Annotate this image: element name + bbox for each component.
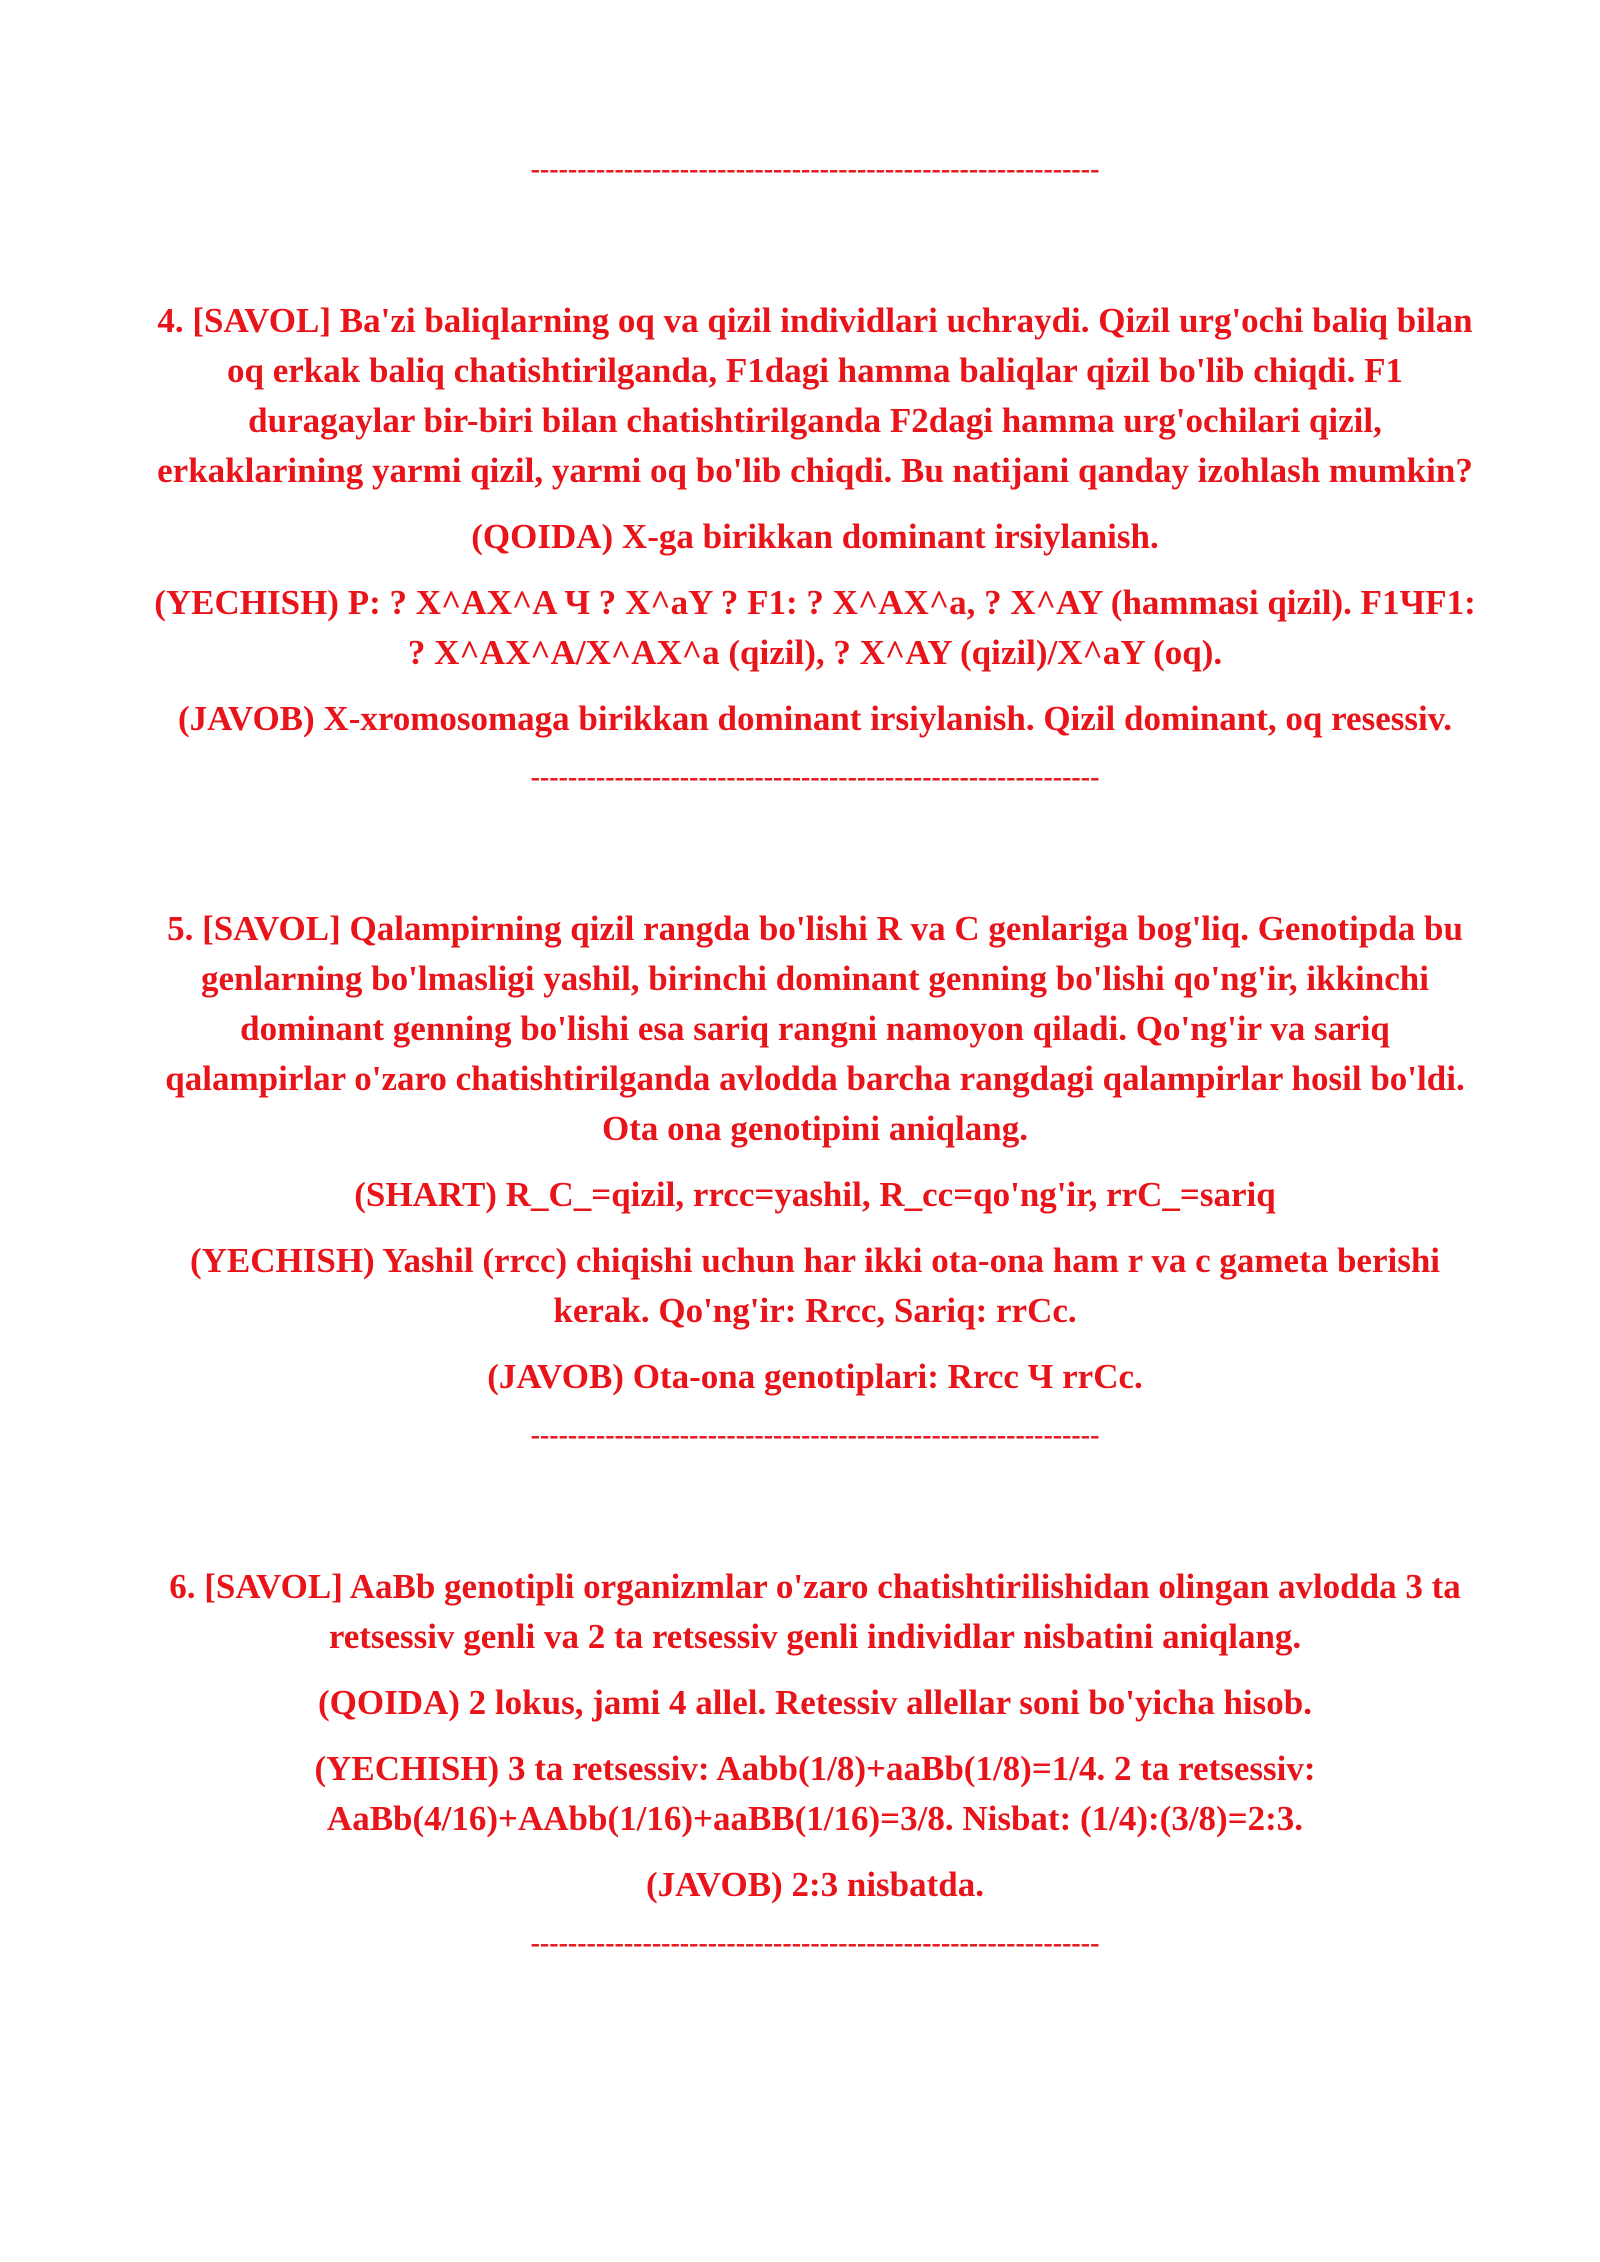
question-text: 6. [SAVOL] AaBb genotipli organizmlar o'zaro chatishtirilishidan olingan avlodda 3 ta retsessiv genli va 2 ta retsessiv genli individlar nisbatini aniqlang. (169, 1567, 1461, 1656)
section-divider: ------------------------------------------------------------- (530, 1928, 1100, 1959)
answer-text: (JAVOB) 2:3 nisbatda. (645, 1865, 985, 1904)
section-divider: ------------------------------------------------------------- (530, 154, 1100, 185)
question-block-6 (150, 1562, 1480, 1910)
solution-text: (YECHISH) Yashil (rrcc) chiqishi uchun har ikki ota-ona ham r va c gameta berishi kerak. Qo'ng'ir: Rrcc, Sariq: rrCc. (189, 1241, 1441, 1330)
rule-text: (QOIDA) 2 lokus, jami 4 allel. Retessiv allellar soni bo'yicha hisob. (318, 1683, 1312, 1722)
section-divider: ------------------------------------------------------------- (530, 1420, 1100, 1451)
question-block-5 (150, 904, 1480, 1402)
solution-text: (YECHISH) 3 ta retsessiv: Aabb(1/8)+aaBb(1/8)=1/4. 2 ta retsessiv: AaBb(4/16)+AAbb(1/16)+aaBB(1/16)=3/8. Nisbat: (1/4):(3/8)=2:3. (314, 1749, 1316, 1838)
answer-text: (JAVOB) Ota-ona genotiplari: Rrcc Ч rrCc. (487, 1357, 1143, 1396)
solution-text: (YECHISH) P: ? X^AX^A Ч ? X^aY ? F1: ? X^AX^a, ? X^AY (hammasi qizil). F1ЧF1: ? X^AX^A/X^AX^a (qizil), ? X^AY (qizil)/X^aY (oq). (154, 583, 1476, 672)
answer-text: (JAVOB) X-xromosomaga birikkan dominant irsiylanish. Qizil dominant, oq resessiv. (177, 699, 1453, 738)
condition-text: (SHART) R_C_=qizil, rrcc=yashil, R_cc=qo'ng'ir, rrC_=sariq (354, 1175, 1276, 1214)
rule-text: (QOIDA) X-ga birikkan dominant irsiylanish. (471, 517, 1159, 556)
section-divider: ------------------------------------------------------------- (530, 762, 1100, 793)
question-text: 4. [SAVOL] Ba'zi baliqlarning oq va qizil individlari uchraydi. Qizil urg'ochi baliq bilan oq erkak baliq chatishtirilganda, F1dagi hamma baliqlar qizil bo'lib chiqdi. F1 duragaylar bir-biri bilan chatishtirilganda F2dagi hamma urg'ochilari qizil, erkaklarining yarmi qizil, yarmi oq bo'lib chiqdi. Bu natijani qanday izohlash mumkin? (157, 301, 1473, 490)
question-block-4 (150, 296, 1480, 744)
document-content (150, 150, 1480, 1964)
question-text: 5. [SAVOL] Qalampirning qizil rangda bo'lishi R va C genlariga bog'liq. Genotipda bu genlarning bo'lmasligi yashil, birinchi dominant genning bo'lishi qo'ng'ir, ikkinchi dominant genning bo'lishi esa sariq rangni namoyon qiladi. Qo'ng'ir va sariq qalampirlar o'zaro chatishtirilganda avlodda barcha rangdagi qalampirlar hosil bo'ldi. Ota ona genotipini aniqlang. (165, 909, 1465, 1148)
